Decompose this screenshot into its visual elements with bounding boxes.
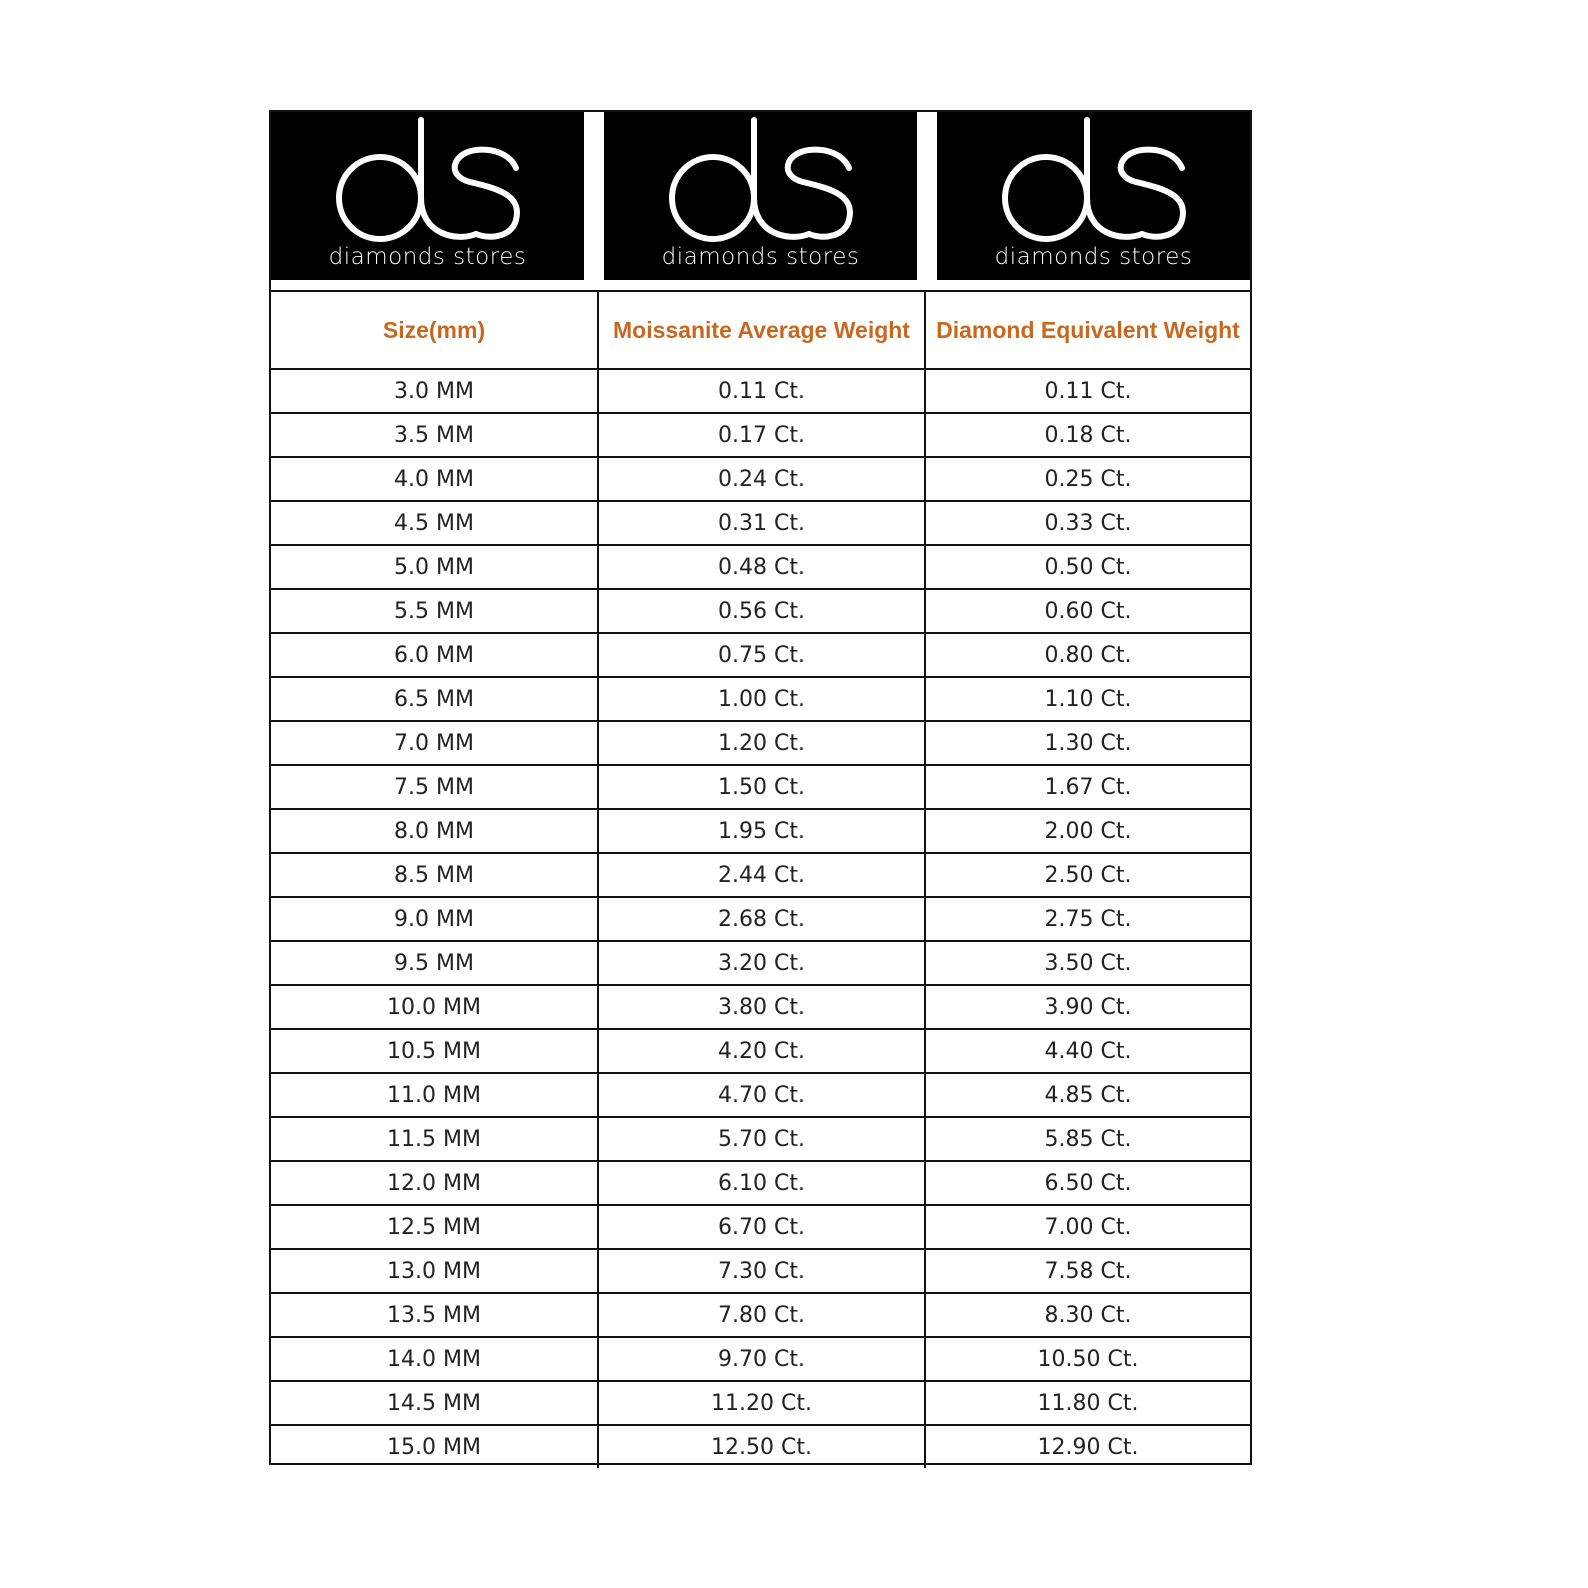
- cell-diamond-equivalent: 1.10 Ct.: [925, 677, 1250, 721]
- cell-diamond-equivalent: 7.58 Ct.: [925, 1249, 1250, 1293]
- cell-moissanite-weight: 7.80 Ct.: [598, 1293, 925, 1337]
- cell-diamond-equivalent: 12.90 Ct.: [925, 1425, 1250, 1468]
- cell-size: 9.0 MM: [271, 897, 598, 941]
- cell-diamond-equivalent: 1.67 Ct.: [925, 765, 1250, 809]
- table-row: [271, 1205, 1250, 1249]
- cell-moissanite-weight: 4.20 Ct.: [598, 1029, 925, 1073]
- header-size: Size(mm): [271, 292, 598, 369]
- table-row: [271, 457, 1250, 501]
- cell-diamond-equivalent: 11.80 Ct.: [925, 1381, 1250, 1425]
- table-row: [271, 413, 1250, 457]
- table-row: [271, 501, 1250, 545]
- cell-moissanite-weight: 0.31 Ct.: [598, 501, 925, 545]
- table-row: [271, 633, 1250, 677]
- table-row: [271, 677, 1250, 721]
- cell-size: 8.0 MM: [271, 809, 598, 853]
- cell-size: 12.5 MM: [271, 1205, 598, 1249]
- cell-moissanite-weight: 3.20 Ct.: [598, 941, 925, 985]
- cell-moissanite-weight: 2.44 Ct.: [598, 853, 925, 897]
- table-row: [271, 1293, 1250, 1337]
- cell-size: 13.0 MM: [271, 1249, 598, 1293]
- cell-moissanite-weight: 7.30 Ct.: [598, 1249, 925, 1293]
- ds-logo-mark-icon: [661, 116, 861, 244]
- cell-diamond-equivalent: 4.40 Ct.: [925, 1029, 1250, 1073]
- cell-diamond-equivalent: 3.90 Ct.: [925, 985, 1250, 1029]
- cell-diamond-equivalent: 6.50 Ct.: [925, 1161, 1250, 1205]
- table-row: [271, 1337, 1250, 1381]
- header-divider: [271, 282, 1250, 292]
- table-row: [271, 985, 1250, 1029]
- size-weight-table: [271, 292, 1250, 1468]
- brand-name: diamonds stores: [994, 244, 1193, 270]
- cell-diamond-equivalent: 2.50 Ct.: [925, 853, 1250, 897]
- cell-diamond-equivalent: 0.25 Ct.: [925, 457, 1250, 501]
- cell-diamond-equivalent: 0.33 Ct.: [925, 501, 1250, 545]
- cell-size: 10.5 MM: [271, 1029, 598, 1073]
- cell-size: 10.0 MM: [271, 985, 598, 1029]
- brand-name: diamonds stores: [328, 244, 527, 270]
- cell-size: 3.0 MM: [271, 369, 598, 413]
- cell-moissanite-weight: 1.95 Ct.: [598, 809, 925, 853]
- cell-size: 11.0 MM: [271, 1073, 598, 1117]
- cell-moissanite-weight: 3.80 Ct.: [598, 985, 925, 1029]
- table-row: [271, 853, 1250, 897]
- cell-size: 6.0 MM: [271, 633, 598, 677]
- cell-moissanite-weight: 2.68 Ct.: [598, 897, 925, 941]
- cell-diamond-equivalent: 0.18 Ct.: [925, 413, 1250, 457]
- cell-moissanite-weight: 1.50 Ct.: [598, 765, 925, 809]
- table-row: [271, 941, 1250, 985]
- header-diamond-equivalent: Diamond Equivalent Weight: [925, 292, 1250, 369]
- cell-diamond-equivalent: 0.50 Ct.: [925, 545, 1250, 589]
- cell-size: 15.0 MM: [271, 1425, 598, 1468]
- cell-diamond-equivalent: 7.00 Ct.: [925, 1205, 1250, 1249]
- cell-size: 3.5 MM: [271, 413, 598, 457]
- table-row: [271, 765, 1250, 809]
- cell-size: 14.5 MM: [271, 1381, 598, 1425]
- brand-name: diamonds stores: [661, 244, 860, 270]
- table-row: [271, 545, 1250, 589]
- cell-moissanite-weight: 1.20 Ct.: [598, 721, 925, 765]
- cell-diamond-equivalent: 10.50 Ct.: [925, 1337, 1250, 1381]
- cell-size: 7.5 MM: [271, 765, 598, 809]
- cell-moissanite-weight: 11.20 Ct.: [598, 1381, 925, 1425]
- cell-diamond-equivalent: 1.30 Ct.: [925, 721, 1250, 765]
- cell-moissanite-weight: 0.75 Ct.: [598, 633, 925, 677]
- table-row: [271, 721, 1250, 765]
- cell-diamond-equivalent: 8.30 Ct.: [925, 1293, 1250, 1337]
- logo-row: [271, 110, 1250, 282]
- cell-size: 13.5 MM: [271, 1293, 598, 1337]
- cell-size: 11.5 MM: [271, 1117, 598, 1161]
- cell-moissanite-weight: 5.70 Ct.: [598, 1117, 925, 1161]
- cell-moissanite-weight: 0.24 Ct.: [598, 457, 925, 501]
- table-row: [271, 1249, 1250, 1293]
- brand-logo: [604, 112, 917, 280]
- cell-diamond-equivalent: 0.80 Ct.: [925, 633, 1250, 677]
- cell-diamond-equivalent: 3.50 Ct.: [925, 941, 1250, 985]
- cell-size: 9.5 MM: [271, 941, 598, 985]
- table-row: [271, 1073, 1250, 1117]
- table-row: [271, 1381, 1250, 1425]
- cell-moissanite-weight: 0.11 Ct.: [598, 369, 925, 413]
- cell-size: 14.0 MM: [271, 1337, 598, 1381]
- ds-logo-mark-icon: [328, 116, 528, 244]
- cell-size: 5.5 MM: [271, 589, 598, 633]
- cell-diamond-equivalent: 5.85 Ct.: [925, 1117, 1250, 1161]
- cell-size: 8.5 MM: [271, 853, 598, 897]
- cell-moissanite-weight: 6.70 Ct.: [598, 1205, 925, 1249]
- cell-moissanite-weight: 0.17 Ct.: [598, 413, 925, 457]
- cell-size: 7.0 MM: [271, 721, 598, 765]
- table-row: [271, 589, 1250, 633]
- brand-logo: [271, 112, 584, 280]
- table-row: [271, 1029, 1250, 1073]
- cell-diamond-equivalent: 2.00 Ct.: [925, 809, 1250, 853]
- cell-size: 4.5 MM: [271, 501, 598, 545]
- cell-size: 12.0 MM: [271, 1161, 598, 1205]
- table-row: [271, 1117, 1250, 1161]
- cell-diamond-equivalent: 2.75 Ct.: [925, 897, 1250, 941]
- cell-moissanite-weight: 1.00 Ct.: [598, 677, 925, 721]
- ds-logo-mark-icon: [994, 116, 1194, 244]
- cell-moissanite-weight: 9.70 Ct.: [598, 1337, 925, 1381]
- table-row: [271, 369, 1250, 413]
- cell-size: 5.0 MM: [271, 545, 598, 589]
- table-row: [271, 1161, 1250, 1205]
- table-row: [271, 809, 1250, 853]
- cell-diamond-equivalent: 4.85 Ct.: [925, 1073, 1250, 1117]
- cell-size: 4.0 MM: [271, 457, 598, 501]
- cell-moissanite-weight: 6.10 Ct.: [598, 1161, 925, 1205]
- cell-moissanite-weight: 4.70 Ct.: [598, 1073, 925, 1117]
- table-body: [271, 369, 1250, 1468]
- table-header-row: [271, 292, 1250, 369]
- size-weight-chart: [269, 110, 1252, 1465]
- cell-moissanite-weight: 12.50 Ct.: [598, 1425, 925, 1468]
- cell-diamond-equivalent: 0.60 Ct.: [925, 589, 1250, 633]
- cell-moissanite-weight: 0.48 Ct.: [598, 545, 925, 589]
- cell-diamond-equivalent: 0.11 Ct.: [925, 369, 1250, 413]
- cell-moissanite-weight: 0.56 Ct.: [598, 589, 925, 633]
- table-row: [271, 897, 1250, 941]
- cell-size: 6.5 MM: [271, 677, 598, 721]
- header-moissanite-weight: Moissanite Average Weight: [598, 292, 925, 369]
- table-row: [271, 1425, 1250, 1468]
- brand-logo: [937, 112, 1250, 280]
